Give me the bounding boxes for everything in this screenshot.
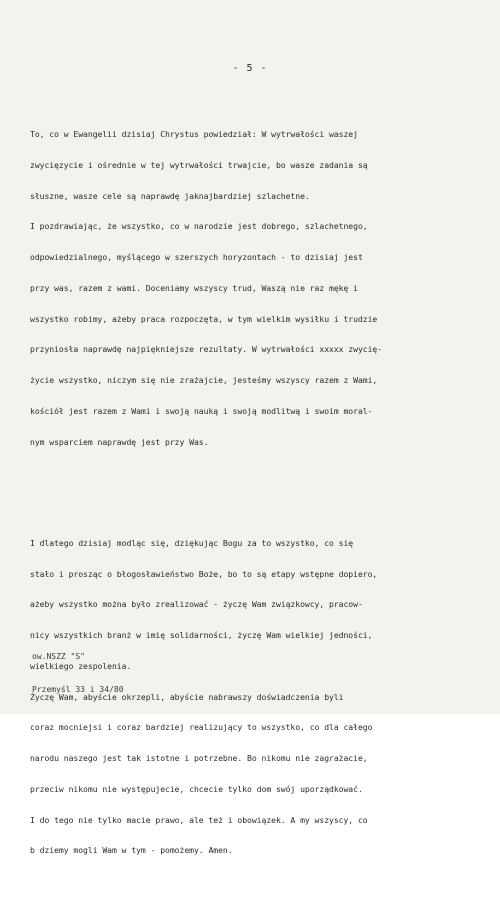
footer-line: Przemyśl 33 i 34/80 xyxy=(32,685,124,694)
text-line: stało i prosząc o błogosławieństwo Boże, bo to są etapy wstępne dopiero, xyxy=(30,568,378,579)
text-line: wielkiego zespolenia. xyxy=(30,660,132,671)
text-line: ażeby wszystko można było zrealizować - życzę Wam związkowcy, pracow- xyxy=(30,599,363,610)
text-line: kościół jest razem z Wami i swoją nauką i swoją modlitwą i swoim moral- xyxy=(30,405,373,416)
text-line: zwycięzycie i ośrednie w tej wytrwałości trwajcie, bo wasze zadania są xyxy=(30,159,368,170)
text-line: Życzę Wam, abyście okrzepli, abyście nabrawszy doświadczenia byli xyxy=(30,691,344,702)
text-line: słuszne, wasze cele są naprawdę jaknajbardziej szlachetne. xyxy=(30,190,310,201)
text-line: wszystko robimy, ażeby praca rozpoczęta, w tym wielkim wysiłku i trudzie xyxy=(30,313,378,324)
text-line: przeciw nikomu nie występujecie, chcecie tylko dom swój uporządkować. xyxy=(30,783,363,794)
paragraph-gap xyxy=(30,488,478,497)
text-line: życie wszystko, niczym się nie zrażajcie, jesteśmy wszyscy razem z Wami, xyxy=(30,375,378,385)
paragraph-1 xyxy=(30,109,478,468)
text-line: narodu naszego jest tak istotne i potrzebne. Bo nikomu nie zagrażacie, xyxy=(30,753,368,763)
text-line: nicy wszystkich branż w imię solidarności, życzę Wam wielkiej jedności, xyxy=(30,630,373,640)
footer-line: ow.NSZZ "S" xyxy=(32,652,85,661)
text-line: coraz mocniejsi i coraz bardziej realizujący to wszystko, co dla całego xyxy=(30,722,373,733)
text-line: przy was, razem z wami. Doceniamy wszyscy trud, Waszą nie raz mękę i xyxy=(30,282,358,293)
text-line: I do tego nie tylko macie prawo, ale też i obowiązek. A my wszyscy, co xyxy=(30,814,368,825)
text-line: b dziemy mogli Wam w tym - pomożemy. Amen. xyxy=(30,845,233,856)
text-line: I pozdrawiając, że wszystko, co w narodzie jest dobrego, szlachetnego, xyxy=(30,221,368,232)
footer-note xyxy=(32,629,124,717)
text-line: I dlatego dzisiaj modląc się, dziękując Bogu za to wszystko, co się xyxy=(30,537,354,548)
page-number: - 5 - xyxy=(232,63,268,74)
text-line: nym wsparciem naprawdę jest przy Was. xyxy=(30,436,209,447)
document-body xyxy=(30,88,478,897)
text-line: odpowiedzialnego, myślącego w szerszych horyzontach - to dzisiaj jest xyxy=(30,252,363,262)
text-line: To, co w Ewangelii dzisiaj Chrystus powiedział: W wytrwałości waszej xyxy=(30,129,358,139)
text-line: przyniosła naprawdę najpiękniejsze rezultaty. W wytrwałości xxxxx zwycię- xyxy=(30,344,383,355)
